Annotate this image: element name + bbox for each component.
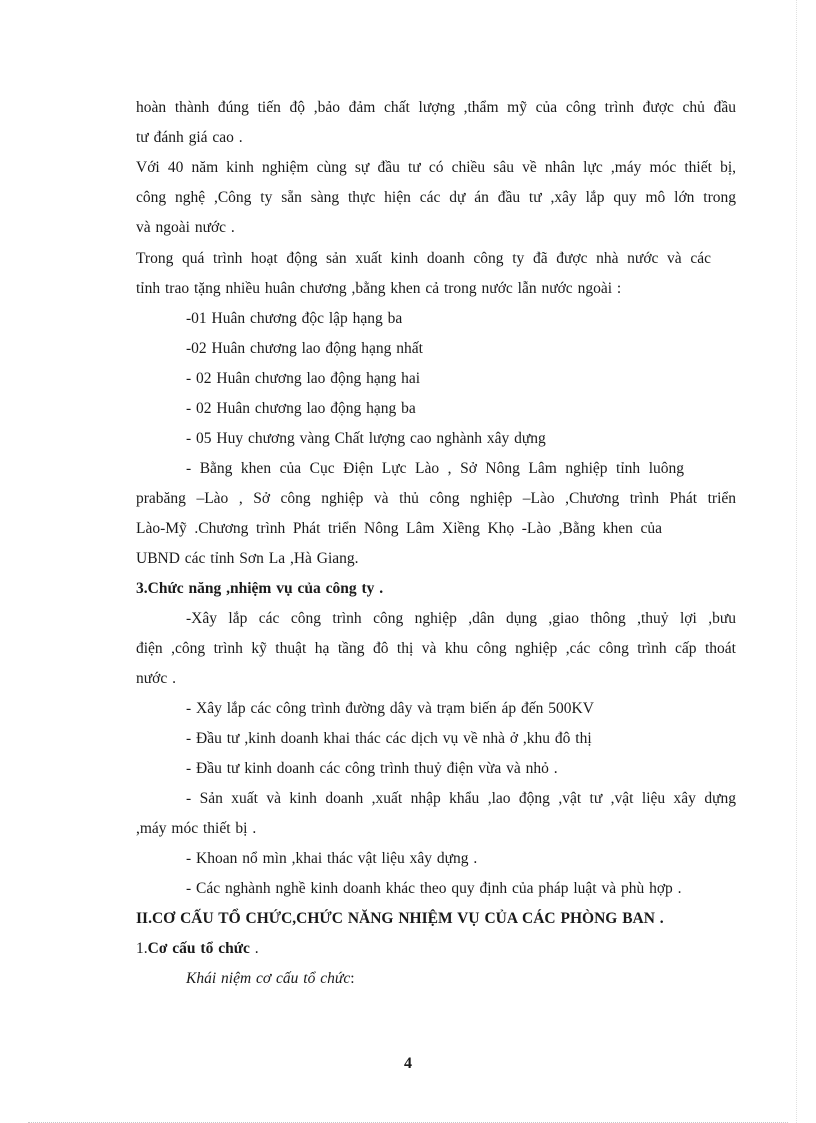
text-line: tư đánh giá cao .	[136, 129, 243, 146]
award-item: -02 Huân chương lao động hạng nhất	[186, 340, 423, 357]
function-item: - Sản xuất và kinh doanh ,xuất nhập khẩu ,lao động ,vật tư ,vật liệu xây dựng	[186, 790, 736, 807]
heading-number: 1.	[136, 940, 148, 957]
heading-dot: .	[249, 940, 259, 957]
section-heading-1	[136, 939, 259, 959]
section-heading-II: II.CƠ CẤU TỔ CHỨC,CHỨC NĂNG NHIỆM VỤ CỦA CÁC PHÒNG BAN .	[136, 910, 664, 927]
function-item: - Xây lắp các công trình đường dây và trạm biến áp đến 500KV	[186, 700, 594, 717]
function-item: - Khoan nổ mìn ,khai thác vật liệu xây dựng .	[186, 850, 478, 867]
page-right-divider	[796, 0, 797, 1123]
award-item: - 05 Huy chương vàng Chất lượng cao nghành xây dựng	[186, 430, 546, 447]
award-item: - Bằng khen của Cục Điện Lực Lào , Sở Nông Lâm nghiệp tỉnh luông	[186, 460, 684, 477]
text-line: Trong quá trình hoạt động sản xuất kinh doanh công ty đã được nhà nước và các	[136, 250, 711, 267]
function-item: -Xây lắp các công trình công nghiệp ,dân dụng ,giao thông ,thuỷ lợi ,bưu	[186, 610, 736, 627]
award-item: -01 Huân chương độc lập hạng ba	[186, 310, 403, 327]
function-item: - Đầu tư ,kinh doanh khai thác các dịch vụ về nhà ở ,khu đô thị	[186, 730, 592, 747]
text-line: prabăng –Lào , Sở công nghiệp và thủ công nghiệp –Lào ,Chương trình Phát triển	[136, 490, 736, 507]
page-number: 4	[404, 1055, 412, 1072]
text-line: ,máy móc thiết bị .	[136, 820, 257, 837]
text-line: và ngoài nước .	[136, 219, 235, 236]
text-line: điện ,công trình kỹ thuật hạ tầng đô thị và khu công nghiệp ,các công trình cấp thoát	[136, 640, 736, 657]
text-line: công nghệ ,Công ty sẵn sàng thực hiện các dự án đầu tư ,xây lắp quy mô lớn trong	[136, 189, 736, 206]
text-line: UBND các tỉnh Sơn La ,Hà Giang.	[136, 550, 359, 567]
function-item: - Các nghành nghề kinh doanh khác theo quy định của pháp luật và phù hợp .	[186, 880, 682, 897]
function-item: - Đầu tư kinh doanh các công trình thuỷ điện vừa và nhỏ .	[186, 760, 558, 777]
italic-definition	[186, 969, 355, 989]
heading-text: Cơ cấu tổ chức	[147, 940, 250, 957]
section-heading-3: 3.Chức năng ,nhiệm vụ của công ty .	[136, 580, 384, 597]
text-line: Lào-Mỹ .Chương trình Phát triển Nông Lâm Xiềng Khọ -Lào ,Bằng khen của	[136, 520, 662, 537]
award-item: - 02 Huân chương lao động hạng hai	[186, 370, 421, 387]
colon: :	[350, 970, 355, 987]
text-line: nước .	[136, 670, 176, 687]
text-line: tỉnh trao tặng nhiều huân chương ,bằng khen cả trong nước lẫn nước ngoài :	[136, 280, 622, 297]
text-line: Với 40 năm kinh nghiệm cùng sự đầu tư có chiều sâu về nhân lực ,máy móc thiết bị,	[136, 159, 736, 176]
text-line: hoàn thành đúng tiến độ ,bảo đảm chất lượng ,thẩm mỹ của công trình được chủ đầu	[136, 99, 736, 116]
italic-label: Khái niệm cơ cấu tổ chức	[186, 970, 351, 987]
award-item: - 02 Huân chương lao động hạng ba	[186, 400, 416, 417]
